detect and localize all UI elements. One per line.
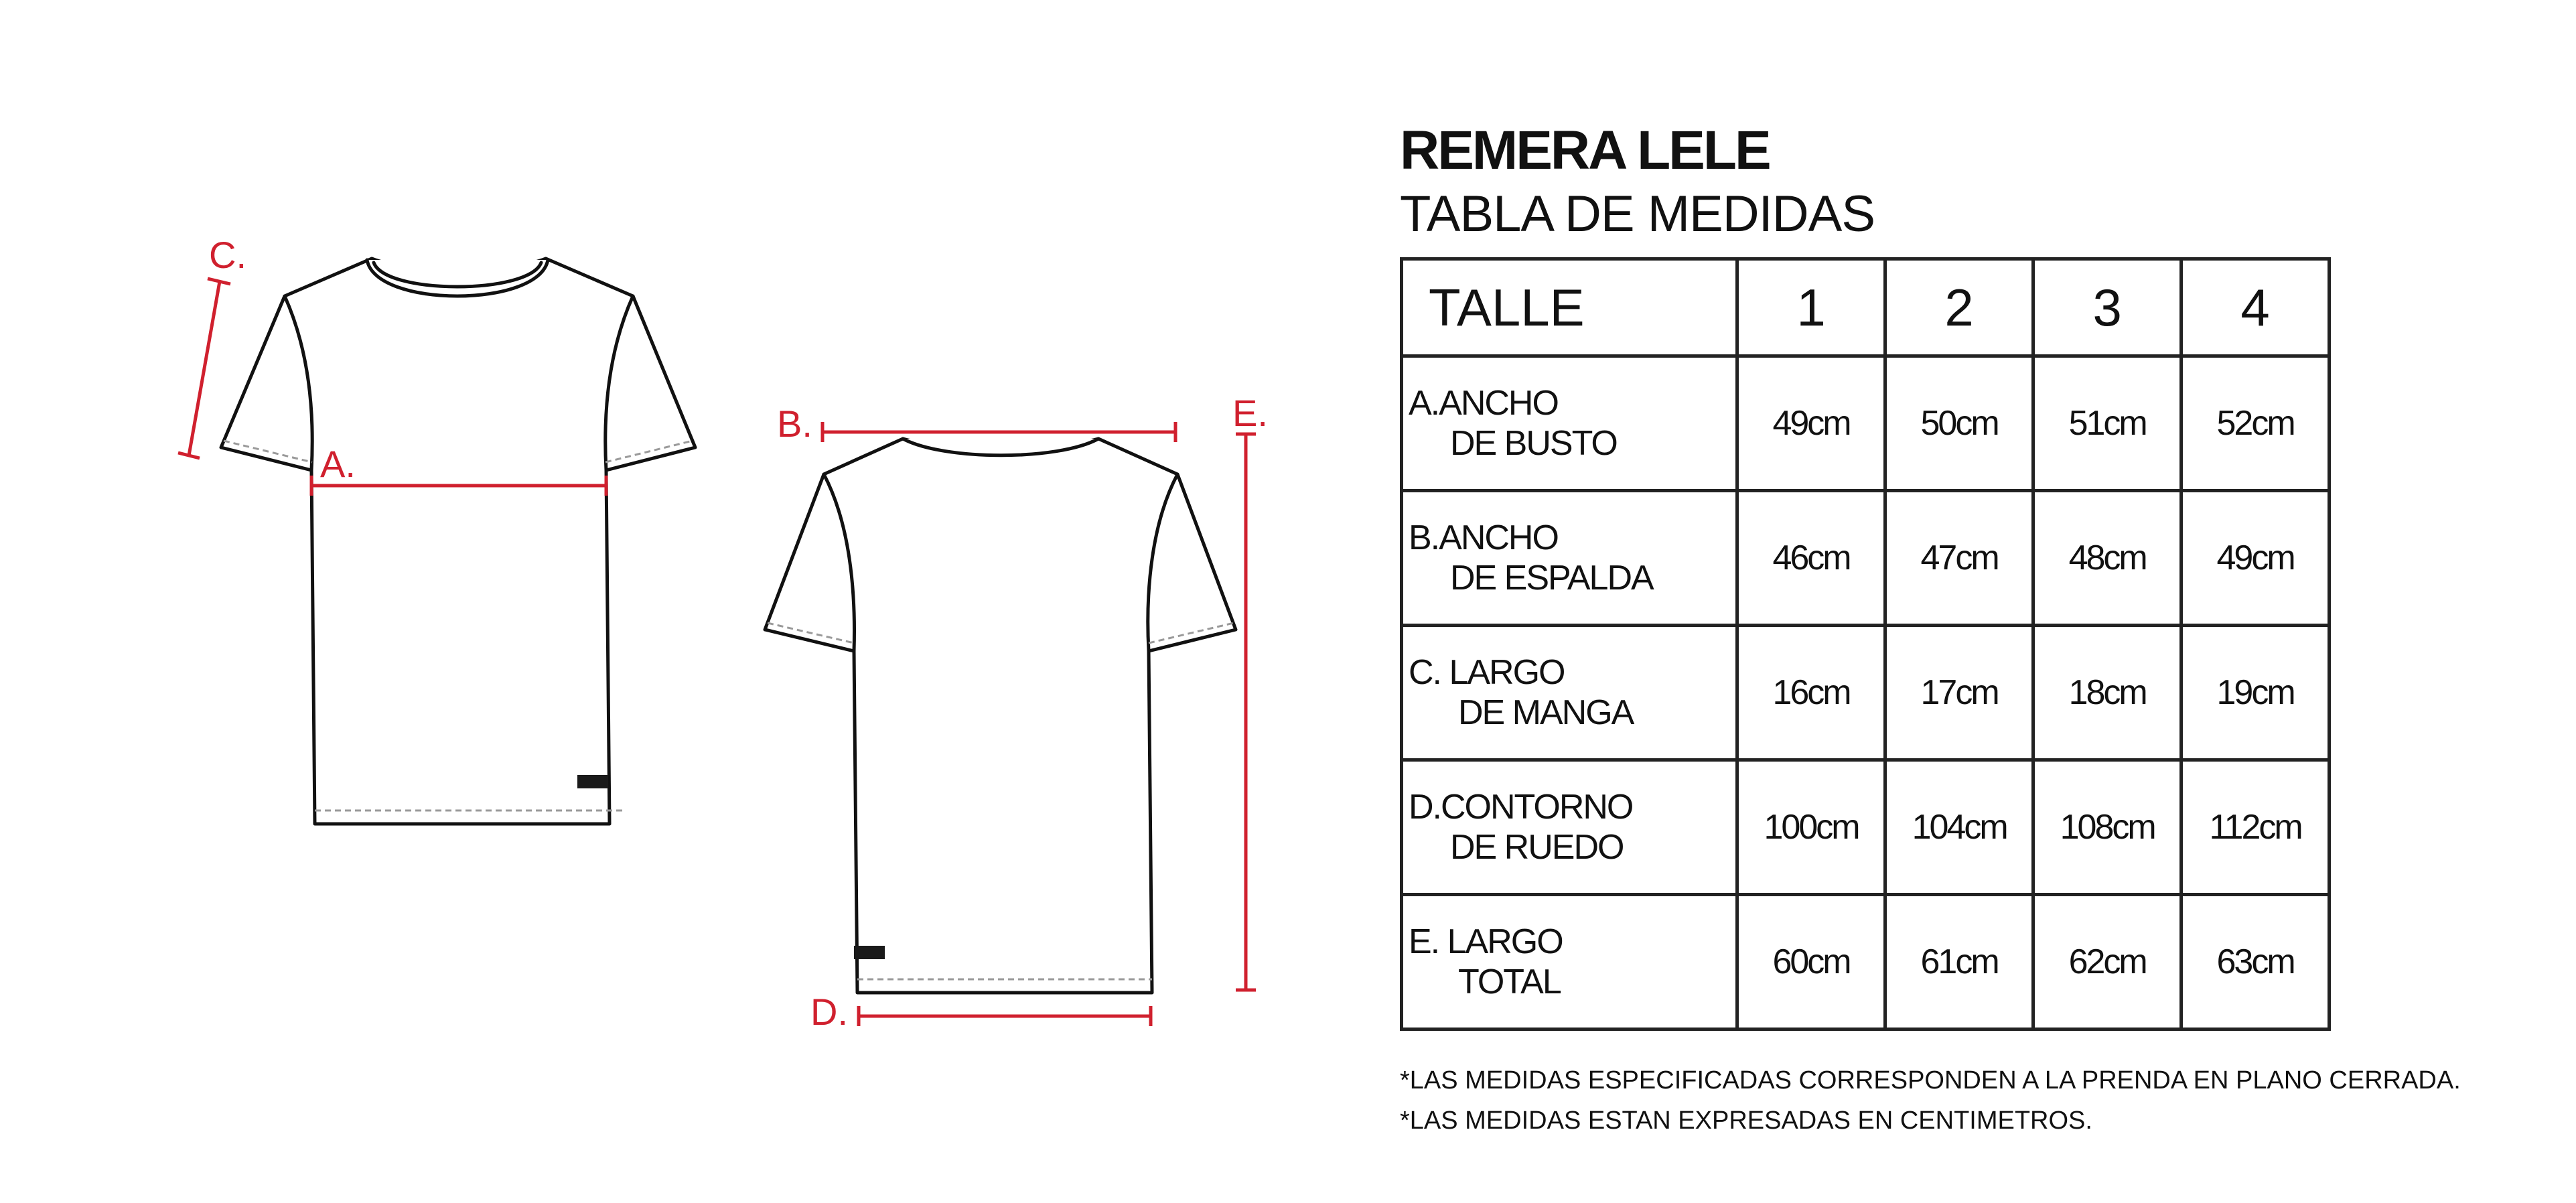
size-sheet: [1400, 121, 2565, 1141]
product-title: REMERA LELE: [1400, 120, 1770, 181]
talle-header: TALLE: [1402, 259, 1737, 356]
measure-label-e: E.: [1232, 392, 1268, 434]
measure-name: C. LARGO DE MANGA: [1402, 626, 1737, 760]
size-table-header: [1402, 259, 2330, 356]
measure-name: D.CONTORNO DE RUEDO: [1402, 760, 1737, 895]
measure-e: [1232, 392, 1268, 990]
measure-value: 62cm: [2033, 895, 2181, 1030]
measure-label-b: B.: [777, 403, 812, 445]
measure-value: 19cm: [2181, 626, 2330, 760]
tshirt-front-view: [221, 259, 695, 824]
size-header-3: 3: [2033, 259, 2181, 356]
measure-value: 51cm: [2033, 356, 2181, 491]
hem-tag: [577, 775, 608, 788]
measure-value: 108cm: [2033, 760, 2181, 895]
measure-d: [810, 991, 1151, 1033]
measure-value: 100cm: [1737, 760, 1885, 895]
footnote: *LAS MEDIDAS ESPECIFICADAS CORRESPONDEN A LA PRENDA EN PLANO CERRADA.: [1400, 1066, 2461, 1094]
measure-value: 104cm: [1885, 760, 2033, 895]
measure-value: 47cm: [1885, 491, 2033, 626]
table-row: [1402, 760, 2330, 895]
measure-label-d: D.: [810, 991, 848, 1033]
table-subtitle: TABLA DE MEDIDAS: [1400, 186, 1875, 242]
size-header-4: 4: [2181, 259, 2330, 356]
measure-value: 50cm: [1885, 356, 2033, 491]
tshirt-back-view: [765, 439, 1236, 993]
measure-value: 49cm: [1737, 356, 1885, 491]
size-header-1: 1: [1737, 259, 1885, 356]
measure-value: 16cm: [1737, 626, 1885, 760]
measure-value: 63cm: [2181, 895, 2330, 1030]
table-row: [1402, 356, 2330, 491]
measure-value: 112cm: [2181, 760, 2330, 895]
measure-value: 61cm: [1885, 895, 2033, 1030]
size-header-2: 2: [1885, 259, 2033, 356]
hem-tag-back: [854, 946, 885, 959]
measure-label-c: C.: [209, 234, 246, 276]
footnotes: [1400, 1060, 2565, 1141]
measure-name: A.ANCHO DE BUSTO: [1402, 356, 1737, 491]
table-row: [1402, 895, 2330, 1030]
measure-name: B.ANCHO DE ESPALDA: [1402, 491, 1737, 626]
table-row: [1402, 626, 2330, 760]
footnote: *LAS MEDIDAS ESTAN EXPRESADAS EN CENTIMETROS.: [1400, 1107, 2092, 1135]
measure-value: 49cm: [2181, 491, 2330, 626]
measure-label-a: A.: [320, 443, 356, 485]
measure-value: 48cm: [2033, 491, 2181, 626]
measure-b: [777, 403, 1175, 445]
measure-name: E. LARGO TOTAL: [1402, 895, 1737, 1030]
measure-value: 60cm: [1737, 895, 1885, 1030]
measure-value: 18cm: [2033, 626, 2181, 760]
size-table: [1400, 257, 2331, 1031]
measure-value: 17cm: [1885, 626, 2033, 760]
measure-value: 46cm: [1737, 491, 1885, 626]
measure-value: 52cm: [2181, 356, 2330, 491]
table-row: [1402, 491, 2330, 626]
